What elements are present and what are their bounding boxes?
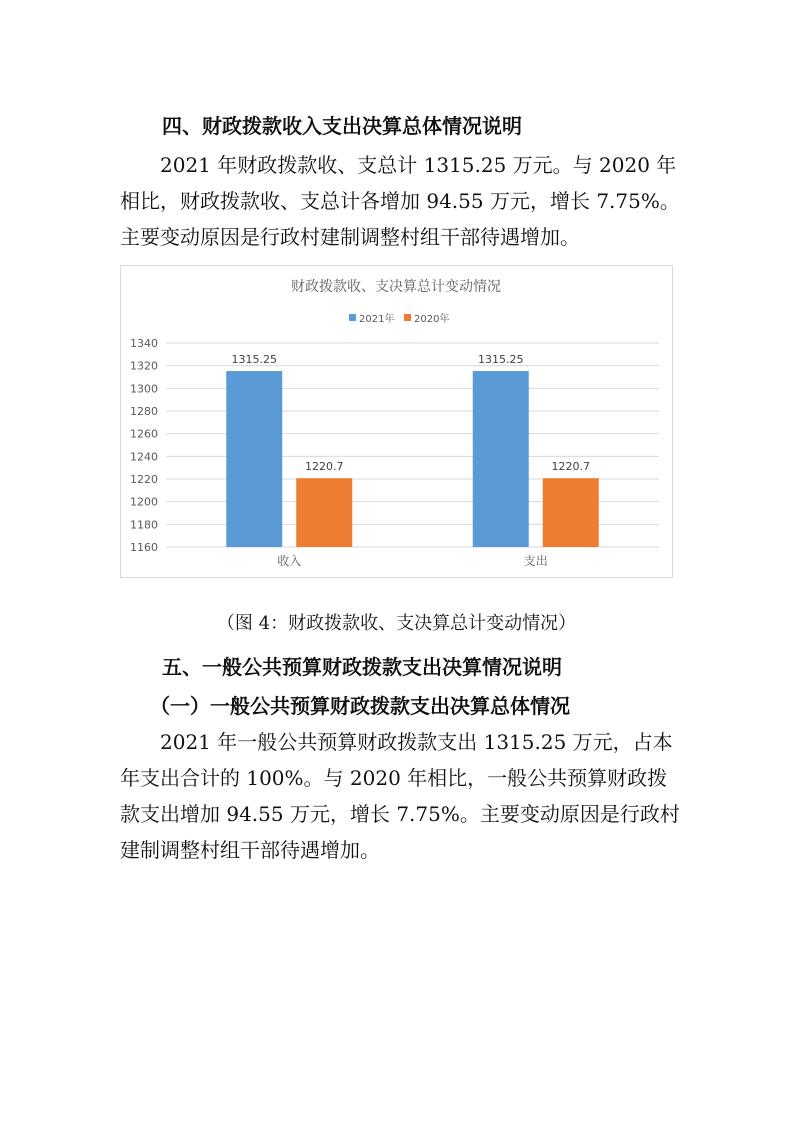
data-label: 1220.7 [551,460,590,474]
bar [296,478,352,547]
x-tick-label: 收入 [277,554,302,568]
section-4-heading: 四、财政拨款收入支出决算总体情况说明 [162,114,522,138]
y-tick-label: 1280 [130,405,158,418]
bar [473,371,529,547]
bar [226,371,282,547]
y-tick-label: 1320 [130,359,158,373]
bar-chart [120,265,673,578]
y-tick-label: 1240 [130,450,158,464]
y-tick-label: 1260 [130,427,158,441]
section-5-heading: 五、一般公共预算财政拨款支出决算情况说明 [162,655,562,679]
section-5-paragraph: 2021 年一般公共预算财政拨款支出 1315.25 万元，占本年支出合计的 100%。与 2020 年相比，一般公共预算财政拨款支出增加 94.55 万元，增长 7.75%。主要变动原因是行政村建制调整村组干部待遇增加。 [120,730,680,862]
x-axis [277,553,548,568]
figure-caption: （图 4：财政拨款收、支决算总计变动情况） [216,613,577,634]
section-5-subheading: （一）一般公共预算财政拨款支出决算总体情况 [150,694,570,718]
legend-swatch [404,314,411,321]
y-tick-label: 1220 [130,473,158,486]
x-tick-label: 支出 [523,554,548,568]
bar [543,478,599,547]
data-label: 1315.25 [478,353,524,367]
y-tick-label: 1160 [130,541,158,554]
legend-swatch [349,314,356,321]
section-4-paragraph-block [120,147,680,255]
y-tick-label: 1340 [130,337,158,350]
data-label: 1220.7 [305,460,344,474]
legend-label: 2020年 [414,314,450,325]
chart-legend [349,312,449,325]
section-4-paragraph: 2021 年财政拨款收、支总计 1315.25 万元。与 2020 年相比，财政拨款收、支总计各增加 94.55 万元，增长 7.75%。主要变动原因是行政村建制调整村组干部待遇增加。 [120,153,680,249]
chart-svg [121,266,672,577]
chart-title: 财政拨款收、支决算总计变动情况 [291,279,501,295]
y-tick-label: 1180 [130,518,158,532]
chart-bars [226,353,599,547]
section-5-paragraph-block [120,724,680,868]
data-label: 1315.25 [231,353,277,367]
y-tick-label: 1200 [130,495,158,509]
legend-label: 2021年 [359,314,395,325]
y-tick-label: 1300 [130,382,158,396]
y-axis [130,337,158,554]
